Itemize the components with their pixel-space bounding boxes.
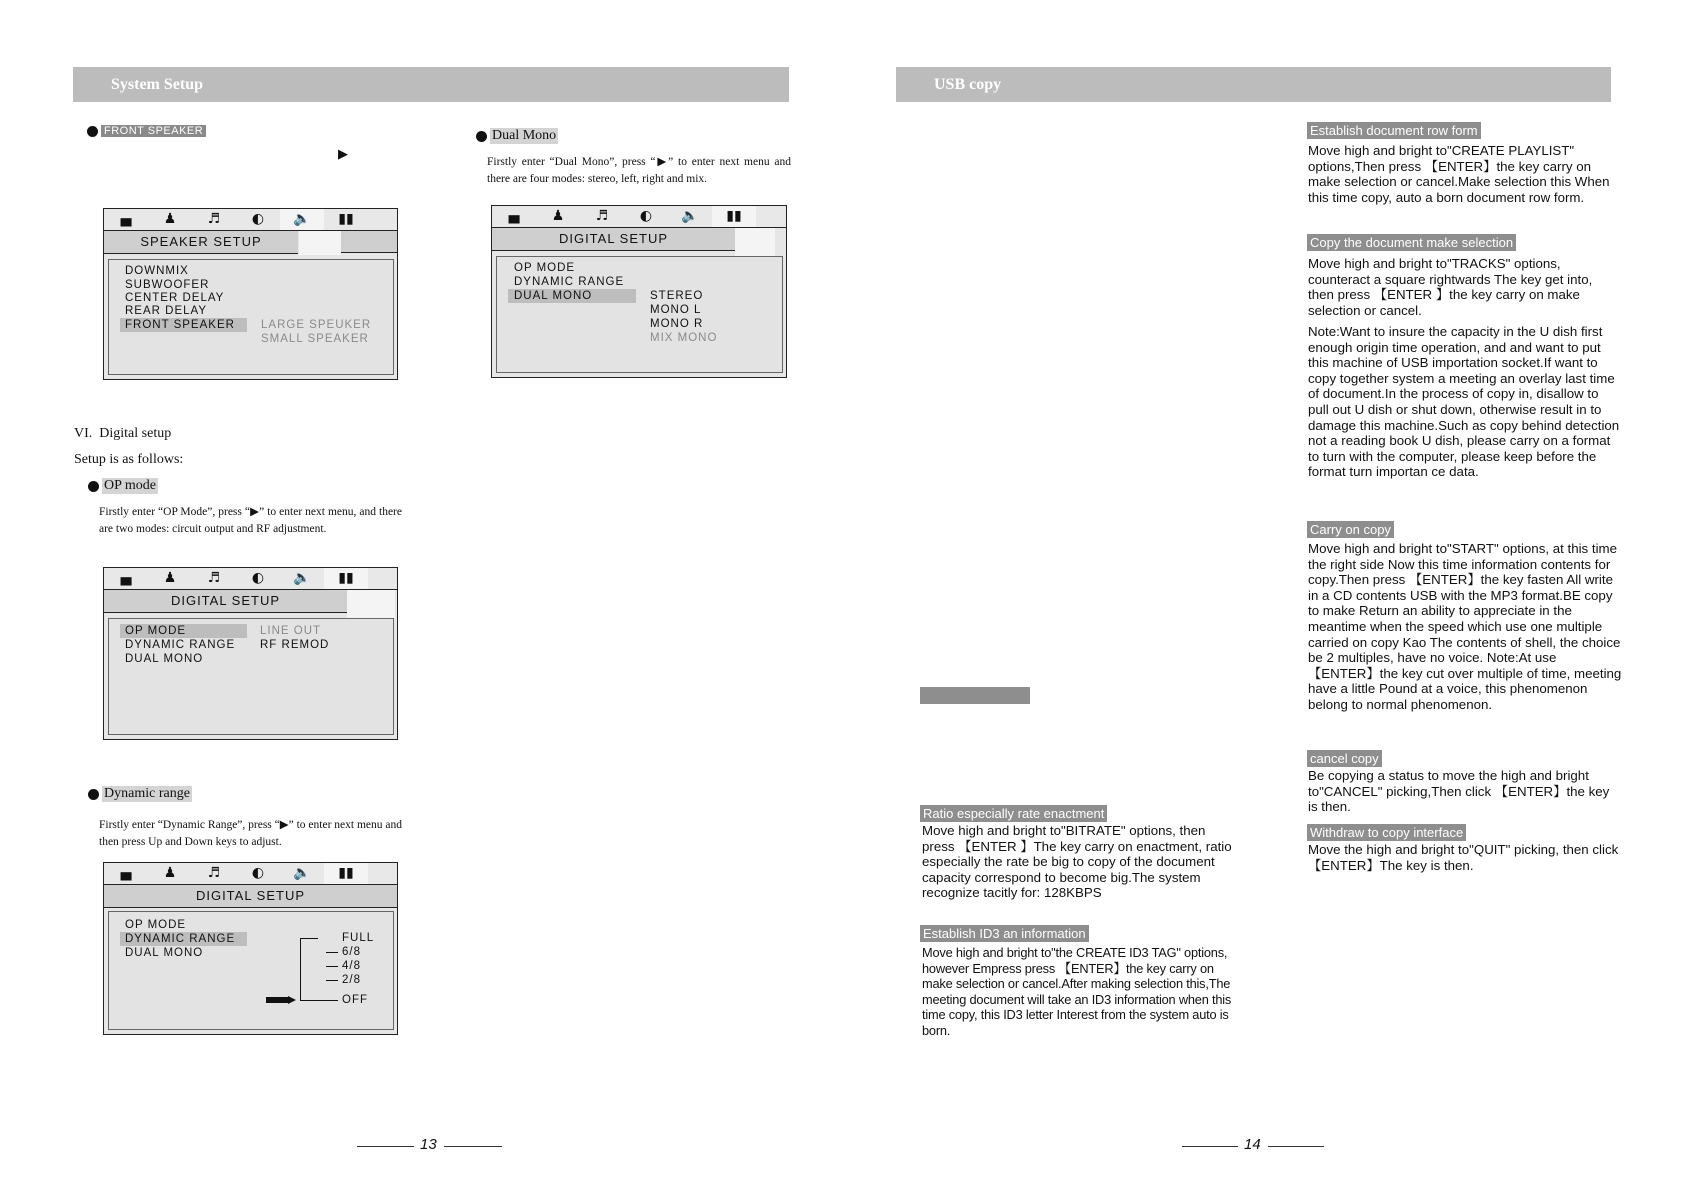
section-body-id3: Move high and bright to"the CREATE ID3 TAG" options, however Empress press 【ENTER】the key carry on make selection or cancel.After making selection this,The meeting document will take an ID3 information when this time copy, this ID3 letter Interest from the system auto is born. (922, 945, 1232, 1038)
section-body-playlist: Move high and bright to"CREATE PLAYLIST" options,Then press 【ENTER】the key carry on make selection or cancel.Make selection this When this time copy, auto a born document row form. (1308, 143, 1610, 205)
speaker-icon: 🔈 (293, 865, 311, 881)
bullet-icon (87, 126, 98, 137)
section-body-tracks: Move high and bright to"TRACKS" options, counteract a square rightwards The key get into, then press 【ENTER 】the key carry on make selection or cancel. (1308, 256, 1593, 318)
level-6-8: 6/8 (342, 946, 361, 958)
section-body-note: Note:Want to insure the capacity in the U dish first enough origin time operation, and and want to put this machine of USB importation socket.If want to copy together system a meeting an overlay last time of document.In the process of copy in, disallow to pull out U dish or shut down, otherwise result in to damage this machine.Such as copy behind detection not a reading book U dish, please carry on a format to turn with the computer, please keep before the format turn importan ce data. (1308, 324, 1620, 480)
people-icon: ♟ (551, 208, 565, 224)
speaker-setup-screen (103, 208, 398, 380)
laptop-icon: ▄ (508, 208, 520, 224)
level-pointer-icon (266, 997, 288, 1003)
level-4-8: 4/8 (342, 960, 361, 972)
music-icon: ♬ (207, 865, 221, 881)
bullet-icon (88, 789, 99, 800)
section-title-quit: Withdraw to copy interface (1307, 824, 1466, 841)
dynamic-range-title: Dynamic range (104, 786, 190, 801)
section-title-id3: Establish ID3 an information (920, 925, 1089, 942)
section-header-title: USB copy (934, 76, 1002, 93)
section-body-start: Move high and bright to"START" options, at this time the right side Now this time information contents for copy.Then press 【ENTER】the key fasten All write in a CD contents USB with the MP3 format.BE copy to make Return an ability to appreciate in the meantime when the speed which use one multiple carried on copy Kao The contents of shell, the choice be 2 multiples, have no voice. Note:At use 【ENTER】the key cut over multiple of time, meeting have a little Pound at a voice, this phenomenon belong to normal phenomenon. (1308, 541, 1622, 712)
speaker-icon: 🔈 (280, 209, 324, 230)
bullet-icon (88, 481, 99, 492)
option-dual-mono: DUAL MONO (508, 289, 636, 303)
screen-icon-row (104, 568, 397, 590)
sub-option-mono-l: MONO L (650, 304, 702, 316)
page-number-14: 14 (1244, 1136, 1261, 1153)
option-dual-mono: DUAL MONO (125, 947, 204, 959)
page-number-rule-left (1182, 1146, 1238, 1147)
dolby-icon: ▮▮ (338, 211, 354, 227)
section-header-title: System Setup (111, 76, 204, 93)
dynamic-range-text: Firstly enter “Dynamic Range”, press “▶” to enter next menu and then press Up and Down keys to adjust. (99, 819, 402, 848)
right-arrow-icon: ▶ (338, 147, 348, 162)
dual-mono-heading (476, 128, 558, 144)
contrast-icon: ◐ (251, 211, 265, 227)
people-icon: ♟ (163, 211, 177, 227)
page-number-13: 13 (420, 1136, 437, 1153)
level-full: FULL (342, 932, 375, 944)
section-title-digital-setup: VI. Digital setup (74, 426, 172, 441)
speaker-icon: 🔈 (293, 570, 311, 586)
option-downmix: DOWNMIX (125, 265, 189, 277)
contrast-icon: ◐ (639, 208, 653, 224)
option-dynamic-range: DYNAMIC RANGE (514, 276, 625, 288)
op-mode-title: OP mode (104, 478, 156, 493)
sub-option-line-out: LINE OUT (260, 625, 322, 637)
section-body-quit: Move the high and bright to"QUIT" picking, then click 【ENTER】The key is then. (1308, 842, 1619, 873)
music-icon: ♬ (595, 208, 609, 224)
option-subwoofer: SUBWOOFER (125, 279, 210, 291)
front-speaker-heading (87, 125, 206, 137)
section-title-playlist: Establish document row form (1307, 122, 1481, 139)
sub-option-mono-r: MONO R (650, 318, 704, 330)
contrast-icon: ◐ (251, 865, 265, 881)
grey-placeholder-bar (920, 687, 1030, 704)
section-title-start: Carry on copy (1307, 521, 1394, 538)
option-op-mode: OP MODE (120, 624, 247, 638)
dolby-icon: ▮▮ (324, 863, 368, 884)
dolby-icon: ▮▮ (712, 206, 756, 227)
section-header-usb-copy (896, 67, 1611, 102)
contrast-icon: ◐ (251, 570, 265, 586)
page-number-rule-left (357, 1146, 414, 1147)
page-number-rule-right (444, 1146, 502, 1147)
dolby-icon: ▮▮ (324, 568, 368, 589)
dual-mono-text: Firstly enter “Dual Mono”, press “▶” to enter next menu and there are four modes: stereo, left, right and mix. (487, 156, 791, 185)
option-dual-mono: DUAL MONO (125, 653, 204, 665)
screen-icon-row (492, 206, 786, 228)
section-title-tracks: Copy the document make selection (1307, 234, 1516, 251)
front-speaker-title: FRONT SPEAKER (101, 125, 206, 137)
screen-title: SPEAKER SETUP (104, 231, 298, 254)
setup-intro: Setup is as follows: (74, 452, 184, 467)
dynamic-range-heading (88, 786, 192, 802)
speaker-icon: 🔈 (681, 208, 699, 224)
option-dynamic-range: DYNAMIC RANGE (125, 639, 236, 651)
op-mode-heading (88, 478, 158, 494)
level-2-8: 2/8 (342, 974, 361, 986)
option-front-speaker: FRONT SPEAKER (120, 318, 247, 332)
sub-option-large-speaker: LARGE SPEUKER (261, 319, 372, 331)
option-op-mode: OP MODE (514, 262, 576, 274)
sub-option-mix-mono: MIX MONO (650, 332, 718, 344)
option-dynamic-range: DYNAMIC RANGE (120, 932, 247, 946)
bullet-icon (476, 131, 487, 142)
dual-mono-screen (491, 205, 787, 378)
option-center-delay: CENTER DELAY (125, 292, 225, 304)
section-body-cancel: Be copying a status to move the high and bright to"CANCEL" picking,Then click 【ENTER】the key is then. (1308, 768, 1610, 815)
section-title-cancel: cancel copy (1307, 750, 1382, 767)
section-header-system-setup (73, 67, 789, 102)
people-icon: ♟ (163, 570, 177, 586)
laptop-icon: ▄ (120, 570, 132, 586)
laptop-icon: ▄ (120, 211, 132, 227)
dynamic-range-screen (103, 862, 398, 1035)
level-off: OFF (342, 994, 368, 1006)
page-number-rule-right (1268, 1146, 1324, 1147)
op-mode-text: Firstly enter “OP Mode”, press “▶” to enter next menu, and there are two modes: circuit output and RF adjustment. (99, 506, 402, 535)
sub-option-stereo: STEREO (650, 290, 704, 302)
screen-icon-row (104, 863, 397, 885)
option-op-mode: OP MODE (125, 919, 187, 931)
music-icon: ♬ (207, 570, 221, 586)
dual-mono-title: Dual Mono (492, 128, 557, 143)
op-mode-screen (103, 567, 398, 740)
screen-title: DIGITAL SETUP (492, 228, 735, 251)
sub-option-rf-remod: RF REMOD (260, 639, 330, 651)
laptop-icon: ▄ (120, 865, 132, 881)
level-bracket-line (300, 938, 301, 1000)
option-rear-delay: REAR DELAY (125, 305, 208, 317)
people-icon: ♟ (163, 865, 177, 881)
section-body-bitrate: Move high and bright to"BITRATE" options, then press 【ENTER 】The key carry on enactment, ratio especially the rate be big to copy of the document capacity correspond to become big.The system recognize tacitly for: 128KBPS (922, 823, 1232, 901)
screen-title: DIGITAL SETUP (104, 590, 347, 613)
screen-title: DIGITAL SETUP (104, 885, 397, 908)
sub-option-small-speaker: SMALL SPEAKER (261, 333, 369, 345)
screen-icon-row (104, 209, 397, 231)
section-title-bitrate: Ratio especially rate enactment (920, 805, 1107, 822)
music-icon: ♬ (207, 211, 221, 227)
